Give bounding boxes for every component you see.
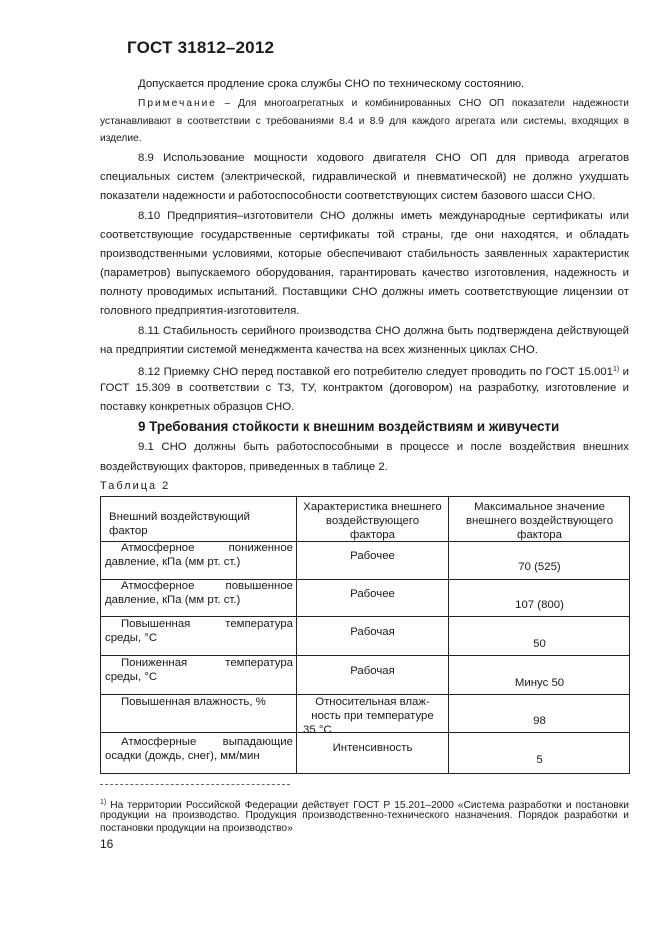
table-row-factor: Пониженная температура среды, °С <box>105 657 293 683</box>
table-header-max-value: Максимальное значение внешнего воздействующего фактора <box>465 501 614 541</box>
paragraph-8-12-line-3: поставку конкретных образцов СНО. <box>100 401 295 413</box>
table-row-value: 98 <box>533 715 546 727</box>
footnote-marker: 1) <box>100 799 107 806</box>
table-row-value: 5 <box>536 754 543 766</box>
footnote-line-2: продукции на производство. Продукция производственно-технического назначения. Порядок разработки и <box>100 810 629 821</box>
table-row-characteristic: Рабочее <box>350 550 395 562</box>
factors-table <box>100 496 630 774</box>
table-row-characteristic: Рабочая <box>350 626 395 638</box>
page-number: 16 <box>100 837 114 851</box>
paragraph-8-12-line-2: ГОСТ 15.309 в соответствии с ТЗ, ТУ, контрактом (договором) на разработку, изготовление и <box>100 382 629 394</box>
paragraph-8-10-line-2: соответствующие государственные сертификаты той страны, где они находятся, и обладать <box>100 229 629 241</box>
table-row-value: Минус 50 <box>514 677 565 689</box>
paragraph-8-10-line-1: 8.10 Предприятия–изготовители СНО должны иметь международные сертификаты или <box>138 210 629 222</box>
paragraph-8-9-line-3: показатели надежности и работоспособности соответствующих систем базового шасси СНО. <box>100 190 596 202</box>
paragraph-service-life: Допускается продление срока службы СНО по техническому состоянию. <box>138 78 525 90</box>
table-row-value: 50 <box>533 638 546 650</box>
paragraph-8-10-line-4: (параметров) выпускаемого оборудования, гарантировать качество изготовления, надежность и <box>100 267 629 279</box>
note-line-3: изделие. <box>100 133 142 144</box>
table-row-factor: Повышенная температура среды, °С <box>105 618 293 644</box>
table-row-factor: Атмосферное пониженное давление, кПа (мм рт. ст.) <box>105 542 293 568</box>
paragraph-9-1-line-2: воздействующих факторов, приведенных в таблице 2. <box>100 461 388 473</box>
table-row-characteristic: Интенсивность <box>332 742 413 754</box>
table-header-factor: Внешний воздействующий фактор <box>109 511 251 537</box>
paragraph-8-12-line-1: 8.12 Приемку СНО перед поставкой его потребителю следует проводить по ГОСТ 15.001$^{1)}$ и <box>138 366 630 378</box>
table-header-characteristic: Характеристика внешнего воздействующего фактора <box>303 501 442 541</box>
table-row-factor: Атмосферные выпадающие осадки (дождь, снег), мм/мин <box>105 736 293 762</box>
paragraph-8-9-line-2: специальных систем (электрической, гидравлической и пневматической) не должно ухудшать <box>100 171 629 183</box>
paragraph-8-10-line-5: полноту проводимых испытаний. Поставщики СНО должны иметь соответствующие лицензии от <box>100 286 629 298</box>
table-row-factor: Повышенная влажность, % <box>121 696 266 708</box>
table-row-characteristic: Рабочая <box>350 665 395 677</box>
paragraph-8-10-line-6: головного предприятия-изготовителя. <box>100 305 300 317</box>
paragraph-8-9-line-1: 8.9 Использование мощности ходового двигателя СНО ОП для привода агрегатов <box>138 152 629 164</box>
table-caption: Таблица 2 <box>100 480 171 492</box>
document-header-title: ГОСТ 31812–2012 <box>127 38 275 57</box>
note-line-2: устанавливают в соответствии с требованиями 8.4 и 8.9 для каждого агрегата или системы, входящих в <box>100 116 629 127</box>
note-line-1: Примечание – Для многоагрегатных и комбинированных СНО ОП показатели надежности <box>138 98 629 109</box>
table-row-value: 70 (525) <box>518 561 561 573</box>
paragraph-8-10-line-3: производственными условиями, которые обеспечивают стабильность заявленных характеристик <box>100 248 629 260</box>
note-label: Примечание <box>138 98 217 109</box>
table-row-characteristic: Рабочее <box>350 588 395 600</box>
paragraph-9-1-line-1: 9.1 СНО должны быть работоспособными в процессе и после воздействия внешних <box>138 441 629 453</box>
table-row-value: 107 (800) <box>515 599 564 611</box>
paragraph-8-11-line-1: 8.11 Стабильность серийного производства СНО должна быть подтверждена действующей <box>138 325 629 337</box>
footnote-reference[interactable]: 1) <box>613 366 620 373</box>
section-9-heading: 9 Требования стойкости к внешним воздействиям и живучести <box>138 419 560 434</box>
footnote-line-1: $^{1)}$ На территории Российской Федерации действует ГОСТ Р 15.201–2000 «Система разработки и постановки <box>100 799 629 811</box>
footnote-line-3: постановки продукции на производство» <box>100 823 293 834</box>
table-row-characteristic: Относительная влаж- ность при температуре 35 °С <box>303 696 434 736</box>
footnote-separator <box>100 784 290 785</box>
paragraph-8-11-line-2: на предприятии системой менеджмента качества на всех жизненных циклах СНО. <box>100 344 538 356</box>
table-row-factor: Атмосферное повышенное давление, кПа (мм рт. ст.) <box>105 580 293 606</box>
